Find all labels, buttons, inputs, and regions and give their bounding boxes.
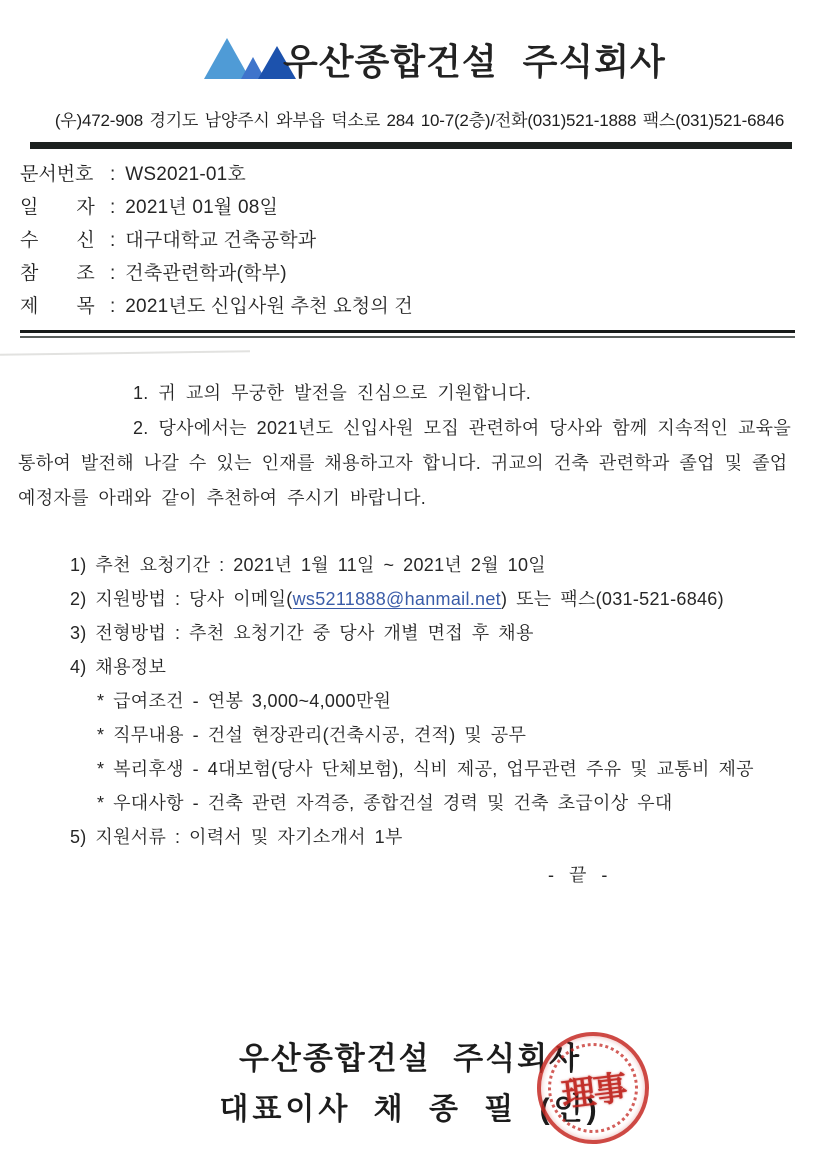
list-item-job-info: 4) 채용정보 <box>70 657 167 677</box>
meta-value-doc-number: WS2021-01호 <box>125 164 246 185</box>
letter-body <box>18 376 791 516</box>
meta-row-date <box>20 191 413 224</box>
body-paragraph-2-line-1: 2. 당사에서는 2021년도 신입사원 모집 관련하여 당사와 함께 지속적인 교육을 <box>133 418 792 438</box>
meta-row-subject <box>20 290 413 323</box>
corporate-seal-stamp-icon <box>531 1026 656 1151</box>
company-name-heading: 우산종합건설 주식회사 <box>283 41 666 82</box>
meta-value-date: 2021년 01월 08일 <box>125 197 279 218</box>
subject-divider-top <box>20 330 795 333</box>
email-link[interactable]: ws5211888@hanmail.net <box>292 589 501 609</box>
list-subitem-benefits: * 복리후생 - 4대보험(당사 단체보험), 식비 제공, 업무관련 주유 및 교통비 제공 <box>97 759 754 779</box>
end-of-document-mark: - 끝 - <box>548 865 610 885</box>
meta-row-attention <box>20 257 413 290</box>
signature-ceo-line: 대표이사 채 종 필 (인) <box>219 1093 601 1126</box>
recruitment-detail-list <box>70 548 754 854</box>
list-subitem-preferences: * 우대사항 - 건축 관련 자격증, 종합건설 경력 및 건축 초급이상 우대 <box>97 793 673 813</box>
meta-row-doc-number <box>20 158 413 191</box>
meta-label: 문서번호 <box>20 164 94 185</box>
body-paragraph-2-line-3: 예정자를 아래와 같이 추천하여 주시기 바랍니다. <box>18 488 427 508</box>
meta-row-recipient <box>20 224 413 257</box>
apply-method-text-after: ) 또는 팩스(031-521-6846) <box>500 589 724 609</box>
meta-value-subject: 2021년도 신입사원 추천 요청의 건 <box>125 296 413 317</box>
meta-colon: : <box>110 164 116 185</box>
header-divider-bar <box>30 142 792 149</box>
meta-label: 일 자 <box>20 197 95 218</box>
apply-method-text-before: 2) 지원방법 : 당사 이메일( <box>70 589 293 609</box>
list-item-documents: 5) 지원서류 : 이력서 및 자기소개서 1부 <box>70 827 403 847</box>
list-subitem-duties: * 직무내용 - 건설 현장관리(건축시공, 견적) 및 공무 <box>97 725 527 745</box>
signature-company-name: 우산종합건설 주식회사 <box>238 1041 582 1076</box>
meta-colon: : <box>110 263 116 284</box>
list-subitem-salary: * 급여조건 - 연봉 3,000~4,000만원 <box>97 691 392 711</box>
scan-artifact-line <box>0 350 250 355</box>
meta-colon: : <box>110 230 116 251</box>
meta-value-attention: 건축관련학과(학부) <box>125 263 287 284</box>
meta-colon: : <box>110 296 116 317</box>
body-paragraph-1: 1. 귀 교의 무궁한 발전을 진심으로 기원합니다. <box>133 383 532 403</box>
meta-label: 제 목 <box>20 296 95 317</box>
meta-label: 참 조 <box>20 263 95 284</box>
subject-divider-bottom <box>20 336 795 338</box>
document-meta-fields <box>20 158 413 323</box>
seal-center-glyphs: 理事 <box>559 1068 628 1115</box>
meta-label: 수 신 <box>20 230 95 251</box>
list-item-apply-method <box>70 582 754 616</box>
body-paragraph-2-line-2: 통하여 발전해 나갈 수 있는 인재를 채용하고자 합니다. 귀교의 건축 관련학과 졸업 및 졸업 <box>18 453 788 473</box>
list-item-request-period: 1) 추천 요청기간 : 2021년 1월 11일 ~ 2021년 2월 10일 <box>70 555 546 575</box>
list-item-selection-method: 3) 전형방법 : 추천 요청기간 중 당사 개별 면접 후 채용 <box>70 623 534 643</box>
company-address-line: (우)472-908 경기도 남양주시 와부읍 덕소로 284 10-7(2층)/전화(031)521-1888 팩스(031)521-6846 <box>54 111 785 130</box>
meta-value-recipient: 대구대학교 건축공학과 <box>125 230 317 251</box>
meta-colon: : <box>110 197 116 218</box>
